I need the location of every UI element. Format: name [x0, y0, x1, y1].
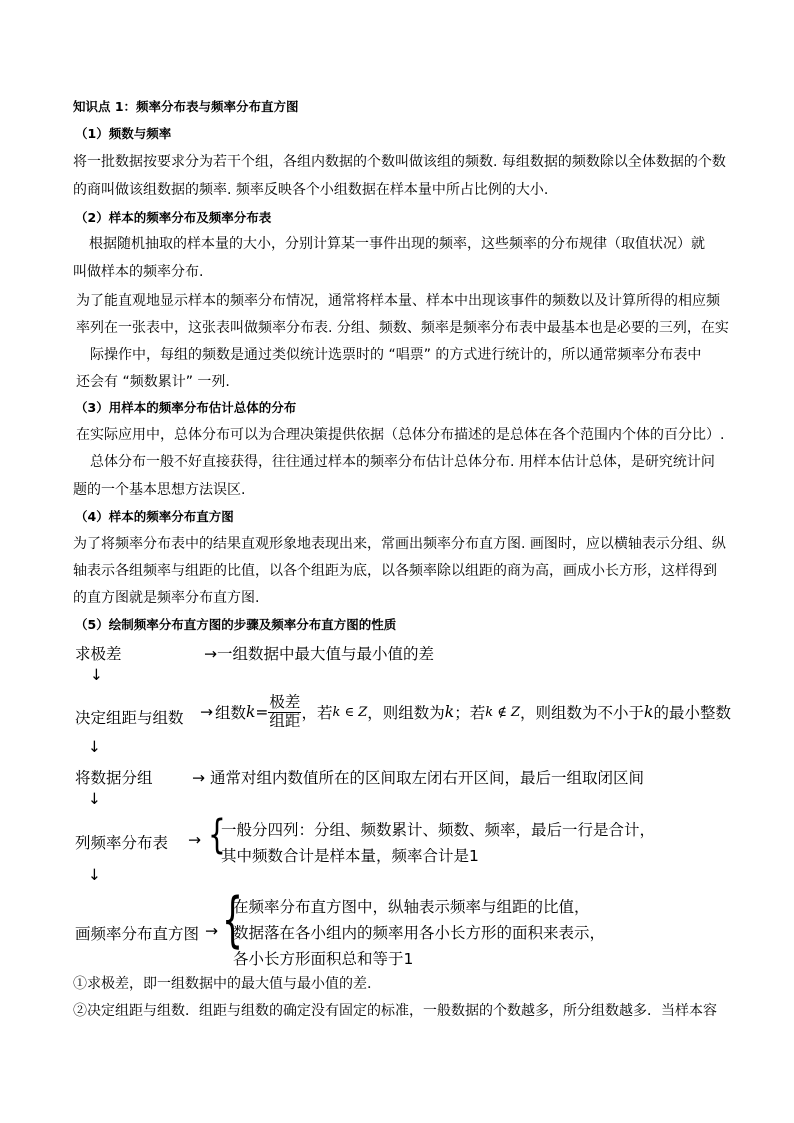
- arrow-down-icon: ↓: [88, 738, 101, 756]
- section-2-title: （2）样本的频率分布及频率分布表: [75, 210, 272, 225]
- formula-prefix: 组数: [215, 704, 247, 723]
- formula-cond-1: k ∈ Z: [332, 704, 368, 720]
- arrow-right-icon: →: [188, 831, 201, 849]
- flow-step-3-label: 将数据分组: [75, 769, 153, 787]
- section-2-line-5: 际操作中，每组的频数是通过类似统计选票时的 “唱票” 的方式进行统计的，所以通常频率分布表中: [90, 347, 702, 363]
- formula-var-k-3: k: [644, 703, 654, 722]
- section-3-title: （3）用样本的频率分布估计总体的分布: [75, 400, 297, 415]
- section-5-title: （5）绘制频率分布直方图的步骤及频率分布直方图的性质: [75, 617, 397, 632]
- arrow-down-icon: ↓: [88, 790, 101, 808]
- formula-text-2: ，则组数为: [367, 704, 445, 723]
- formula-var-k: k: [246, 703, 256, 722]
- flow-step-2-label: 决定组距与组数: [75, 709, 184, 727]
- formula-var-k-2: k: [444, 703, 455, 722]
- section-1-line-2: 的商叫做该组数据的频率. 频率反映各个小组数据在样本量中所占比例的大小.: [73, 182, 549, 198]
- note-1: ①求极差，即一组数据中的最大值与最小值的差.: [73, 976, 372, 992]
- note-2: ②决定组距与组数．组距与组数的确定没有固定的标准，一般数据的个数越多，所分组数越多．当样本容: [73, 1003, 717, 1019]
- arrow-down-icon: ↓: [90, 666, 103, 684]
- flow-step-4-desc-1: 一般分四列：分组、频数累计、频数、频率，最后一行是合计，: [221, 821, 656, 839]
- section-4-line-2: 轴表示各组频率与组距的比值，以各个组距为底，以各频率除以组距的商为高，画成小长方形，这样得到: [73, 563, 717, 579]
- flow-step-5-label: 画频率分布直方图: [75, 925, 200, 943]
- formula-cond-2: k ∉ Z: [485, 704, 521, 720]
- section-3-line-1: 在实际应用中，总体分布可以为合理决策提供依据（总体分布描述的是总体在各个范围内个体的百分比）.: [76, 427, 725, 443]
- section-4-line-1: 为了将频率分布表中的结果直观形象地表现出来，常画出频率分布直方图. 画图时，应以横轴表示分组、纵: [73, 536, 726, 552]
- section-4-title: （4）样本的频率分布直方图: [75, 509, 234, 524]
- formula-text-4: ，则组数为不小于: [520, 704, 645, 723]
- section-2-line-3: 为了能直观地显示样本的频率分布情况，通常将样本量、样本中出现该事件的频数以及计算所得的相应频: [76, 293, 720, 309]
- section-1-line-1: 将一批数据按要求分为若干个组，各组内数据的个数叫做该组的频数. 每组数据的频数除以全体数据的个数: [73, 154, 726, 170]
- flow-step-5-desc-1: 在频率分布直方图中，纵轴表示频率与组距的比值，: [233, 898, 590, 916]
- flow-step-5-desc-3: 各小长方形面积总和等于1: [233, 950, 414, 968]
- section-4-line-3: 的直方图就是频率分布直方图.: [73, 590, 260, 606]
- formula-text-3: ；若: [454, 704, 486, 723]
- section-2-line-6: 还会有 “频数累计” 一列.: [76, 374, 230, 390]
- page-heading: 知识点 1：频率分布表与频率分布直方图: [73, 99, 299, 114]
- arrow-right-icon: →: [204, 645, 217, 663]
- section-3-line-2: 总体分布一般不好直接获得，往往通过样本的频率分布估计总体分布. 用样本估计总体，是研究统计问: [90, 454, 715, 470]
- formula-text-1: ，若: [301, 704, 333, 723]
- formula-fraction: [268, 694, 301, 731]
- fraction-numerator: 极差: [269, 693, 301, 711]
- flow-step-4-label: 列频率分布表: [75, 834, 169, 852]
- formula-equals: =: [255, 703, 269, 722]
- arrow-right-icon: →: [192, 769, 205, 787]
- arrow-down-icon: ↓: [88, 866, 101, 884]
- flow-step-1-desc-text: 一组数据中最大值与最小值的差: [217, 645, 435, 663]
- flow-step-5-desc-2: 数据落在各小组内的频率用各小长方形的面积来表示，: [233, 924, 606, 942]
- section-1-title: （1）频数与频率: [75, 126, 172, 141]
- formula-text-5: 的最小整数: [653, 704, 731, 723]
- section-2-line-2: 叫做样本的频率分布.: [73, 264, 204, 280]
- flow-step-2-desc: [200, 694, 731, 731]
- fraction-denominator: 组距: [269, 711, 301, 730]
- section-3-line-3: 题的一个基本思想方法误区.: [73, 482, 246, 498]
- flow-step-1-desc: [204, 642, 434, 664]
- flow-step-3-desc: [192, 766, 644, 788]
- arrow-right-icon: →: [200, 703, 213, 722]
- flow-step-3-desc-text: 通常对组内数值所在的区间取左闭右开区间，最后一组取闭区间: [209, 769, 644, 787]
- flow-step-4-desc-2: 其中频数合计是样本量，频率合计是1: [221, 847, 479, 865]
- arrow-right-icon: →: [205, 922, 218, 940]
- flow-step-1-label: 求极差: [75, 645, 122, 663]
- section-2-line-4: 率列在一张表中，这张表叫做频率分布表. 分组、频数、频率是频率分布表中最基本也是必要的三列，在实: [76, 320, 729, 336]
- left-brace-icon: {: [208, 812, 226, 858]
- left-brace-icon: {: [222, 885, 244, 955]
- section-2-line-1: 根据随机抽取的样本量的大小，分别计算某一事件出现的频率，这些频率的分布规律（取值状况）就: [89, 236, 705, 252]
